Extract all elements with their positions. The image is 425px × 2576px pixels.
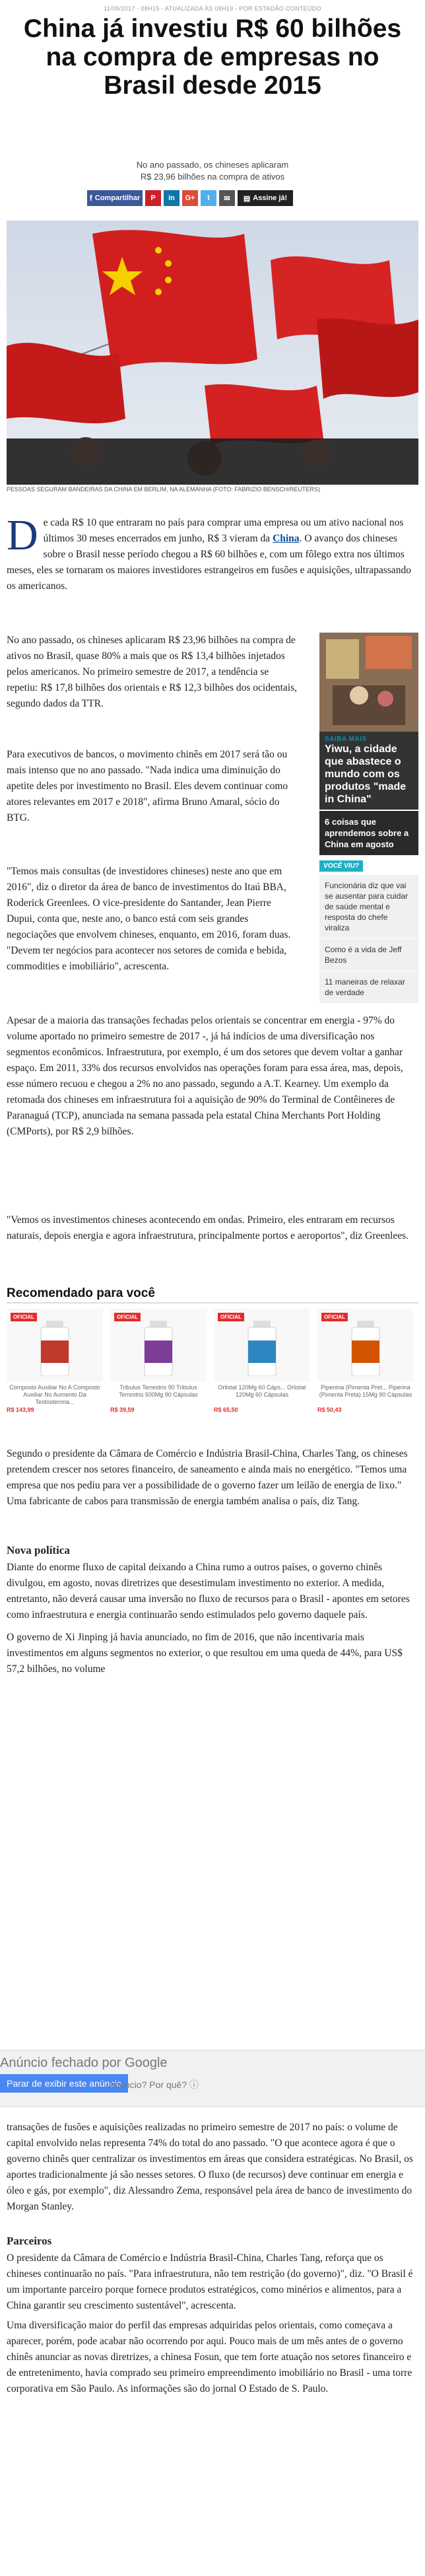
voce-viu-badge: VOCÊ VIU? xyxy=(319,860,363,872)
article-paragraph-7: Segundo o presidente da Câmara de Comércio e Indústria Brasil-China, Charles Tang, os chineses pretendem crescer nos setores financeiro, de saneamento e ainda mais no energético. "Temos uma empresa que nos pediu para ver a possibilidade de o governo fazer um leilão de energia de lixo." Uma fabricante de cabos para transmissão de energia também analisa o país, diz Tang. xyxy=(7,1448,408,1507)
product-badge-2: OFICIAL xyxy=(114,1313,141,1321)
why-ad-link[interactable]: Anúncio? Por quê? ⓘ xyxy=(108,2079,199,2090)
email-icon: ✉ xyxy=(224,194,230,203)
sidebar-image xyxy=(319,633,418,732)
paragraph-1-text-a: e cada R$ 10 que entraram no país para comprar uma empresa ou um ativo nacional nos últimos 30 meses encerrados em junho, R$ 3 vieram da xyxy=(43,517,404,544)
sidebar-item-1[interactable]: Funcionária diz que vai se ausentar para cuidar de saúde mental e resposta do chefe viraliza xyxy=(319,874,418,938)
product-image-1 xyxy=(7,1309,103,1381)
pinterest-icon: P xyxy=(150,194,156,202)
google-plus-share-button[interactable] xyxy=(182,190,198,206)
flags-photo xyxy=(7,221,418,485)
sidebar-title: Yiwu, a cidade que abastece o mundo com os produtos "made in China" xyxy=(325,744,407,805)
product-name-1: Composto Auxiliar No A Composto Auxiliar No Aumento Da Testosterona... xyxy=(9,1384,100,1405)
product-badge-1: OFICIAL xyxy=(11,1313,37,1321)
recommended-divider xyxy=(7,1302,418,1304)
hero-image-china-flags xyxy=(7,221,418,485)
facebook-icon: f xyxy=(89,193,92,203)
product-bottle-1 xyxy=(38,1321,71,1376)
ad-closed-label: Anúncio fechado por Google xyxy=(0,2056,168,2070)
article-paragraph-2: No ano passado, os chineses aplicaram R$ 23,96 bilhões na compra de ativos no Brasil, quase 80% a mais que os R$ 13,4 bilhões injetados pelos americanos. No primeiro semestre de 2017, a tendência se repetiu: R$ 17,8 bilhões dos orientais e R$ 12,3 bilhões dos ocidentais, segundo dados da TTR. xyxy=(7,635,297,709)
product-price-2: R$ 39,59 xyxy=(110,1407,135,1413)
subheading-parceiros: Parceiros xyxy=(7,2235,52,2247)
product-badge-4: OFICIAL xyxy=(321,1313,348,1321)
sidebar-item-3[interactable]: 11 maneiras de relaxar de verdade xyxy=(319,971,418,1003)
product-price-1: R$ 143,99 xyxy=(7,1407,34,1413)
sidebar-feature[interactable] xyxy=(319,732,418,810)
product-name-4: Pipenina (Pimenta Pret... Piperina (Pimenta Preta) 15Mg 90 Cápsulas xyxy=(319,1384,412,1398)
large-flag xyxy=(92,230,257,369)
sidebar-item-2[interactable]: Como é a vida de Jeff Bezos xyxy=(319,938,418,971)
paragraph-1-text-b: . O avanço dos chineses sobre o Brasil nesse período chegou a R$ 60 bilhões e, com um fôlego extra nos últimos meses, eles se tornaram os maiores investidores estrangeiros em fusões e aquisições, ultrapassando os americanos. xyxy=(7,533,411,592)
product-price-3: R$ 65,50 xyxy=(214,1407,238,1413)
share-bar xyxy=(87,190,293,206)
product-bottle-3 xyxy=(245,1321,278,1376)
market-photo xyxy=(319,633,418,732)
pinterest-share-button[interactable] xyxy=(145,190,161,206)
sidebar-tag: SAIBA MAIS xyxy=(325,736,367,743)
linkedin-icon: in xyxy=(168,194,175,202)
product-bottle-4 xyxy=(349,1321,382,1376)
article-paragraph-1 xyxy=(7,511,418,594)
facebook-share-label: Compartilhar xyxy=(94,194,141,202)
product-bottle-2 xyxy=(142,1321,175,1376)
dropcap: D xyxy=(7,511,38,559)
article-paragraph-6: "Vemos os investimentos chineses acontecendo em ondas. Primeiro, eles entraram em recursos naturais, depois energia e agora infraestrutura, principalmente portos e aeroportos", diz Greenlees. xyxy=(7,1214,409,1241)
subheading-nova-politica: Nova política xyxy=(7,1544,70,1556)
product-card-2[interactable] xyxy=(110,1309,207,1413)
email-share-button[interactable] xyxy=(219,190,235,206)
article-paragraph-8: Diante do enorme fluxo de capital deixando a China rumo a outros países, o governo chinês divulgou, em agosto, novas diretrizes que desestimulam investimento no exterior. A medida, entretanto, não deverá causar uma inversão no fluxo de recursos para o Brasil - apontes em setores como infraestrutura e energia continuarão sendo estimulados pelo governo daquele país. xyxy=(7,1562,410,1620)
google-plus-icon: G+ xyxy=(185,194,195,202)
article-paragraph-10: transações de fusões e aquisições realizadas no primeiro semestre de 2017 no país: o volume de capital envolvido nelas representa 74% do total do ano passado. "O que acontece agora é que o governo chinês quer centralizar os investimentos em áreas que considera estratégicas. No Brasil, os aportes tradicionalmente já são nesses setores. O fluxo (de recursos) deve continuar em energia e óleo e gás, por exemplo", diz Alessandro Zema, responsável pela área de banco de investimento do Morgan Stanley. xyxy=(7,2122,413,2212)
article-paragraph-5: Apesar de a maioria das transações fechadas pelos orientais se concentrar em energia - 97% do volume aportado no primeiro semestre de 2017 -, já há indícios de uma diversificação nos segmentos econômicos. Infraestrutura, por exemplo, é um dos setores que devem voltar a ganhar espaço. Em 2011, 33% dos recursos envolvidos nas operações foram para essa área, mas, depois, esse número recuou e chegou a 2% no ano passado, segundo a A.T. Kearney. Um exemplo da retomada dos chineses em infraestrutura foi a aquisição de 90% do Terminal de Contêineres de Paranaguá (TCP), anunciada na semana passada pela estatal China Merchants Port Holding (CMPorts), por R$ 2,9 bilhões. xyxy=(7,1015,403,1137)
article-meta: 11/09/2017 - 08H15 - ATUALIZADA ÀS 08H19 - POR ESTADÃO CONTEÚDO xyxy=(104,5,321,12)
product-name-3: Orlistat 120Mg 60 Cáps... Orlistat 120Mg 60 Cápsulas xyxy=(218,1384,306,1398)
hero-caption: PESSOAS SEGURAM BANDEIRAS DA CHINA EM BERLIM, NA ALEMANHA (FOTO: FABRIZIO BENSCH/REUTERS) xyxy=(7,486,320,493)
stop-ad-button[interactable]: Parar de exibir este anúncio xyxy=(0,2074,128,2093)
article-paragraph-11: O presidente da Câmara de Comércio e Indústria Brasil-China, Charles Tang, reforça que os chineses continuarão no país. "Para infraestrutura, não tem restrição (do governo)", diz. "O Brasil é um importante parceiro porque fornece produtos estratégicos, como minérios e alimentos, para a China garantir seu crescimento sustentável", acrescenta. xyxy=(7,2252,413,2311)
china-link[interactable]: China xyxy=(273,533,300,544)
newspaper-icon: ▤ xyxy=(243,194,251,203)
closed-ad-bar xyxy=(0,2050,425,2107)
product-card-3[interactable] xyxy=(214,1309,310,1413)
twitter-icon: t xyxy=(207,194,210,202)
product-card-1[interactable] xyxy=(7,1309,103,1413)
article-paragraph-9: O governo de Xi Jinping já havia anunciado, no fim de 2016, que não incentivaria mais investimentos em alguns segmentos no exterior, o que resultou em uma queda de 44%, para US$ 57,2 bilhões, no volume xyxy=(7,1632,403,1675)
article-paragraph-4: "Temos mais consultas (de investidores chineses) neste ano que em 2016", diz o diretor da área de banco de investimentos do Itaú BBA, Roderick Greenlees. O vice-presidente do Santander, Jean Pierre Dupui, conta que, neste ano, o banco está com seis grandes negociações que envolvem chineses, enquanto, em 2016, foram duas. "Devem ter negócios para acontecer nos setores de comida e bebida, commodities e imobiliário", acrescenta. xyxy=(7,866,291,972)
product-name-2: Tribulus Terrestris 90 Tribulus Terrestris 500Mg 90 Cápsulas xyxy=(119,1384,198,1398)
subscribe-label: Assine já! xyxy=(253,194,288,202)
article-subheadline-line2: R$ 23,96 bilhões na compra de ativos xyxy=(140,172,285,182)
twitter-share-button[interactable] xyxy=(201,190,216,206)
product-image-2 xyxy=(110,1309,207,1381)
recommended-title: Recomendado para você xyxy=(7,1286,155,1300)
product-card-4[interactable] xyxy=(317,1309,414,1413)
article-headline: China já investiu R$ 60 bilhões na compra de empresas no Brasil desde 2015 xyxy=(23,15,402,100)
article-subheadline-line1: No ano passado, os chineses aplicaram xyxy=(136,160,289,170)
linkedin-share-button[interactable] xyxy=(164,190,180,206)
product-badge-3: OFICIAL xyxy=(218,1313,244,1321)
product-image-4 xyxy=(317,1309,414,1381)
article-paragraph-12: Uma diversificação maior do perfil das empresas adquiridas pelos orientais, como começava a aparecer, porém, pode acabar não ocorrendo por aqui. Pouco mais de um mês antes de o governo chinês anunciar as novas diretrizes, a chinesa Fosun, que tem forte atuação nos setores financeiro e de entretenimento, havia comprado seu primeiro empreendimento imobiliário no Brasil - uma torre corporativa em São Paulo. As informações são do jornal O Estado de S. Paulo. xyxy=(7,2320,412,2394)
sidebar-link[interactable]: 6 coisas que aprendemos sobre a China em agosto xyxy=(319,811,418,855)
subscribe-button[interactable] xyxy=(238,190,293,206)
product-image-3 xyxy=(214,1309,310,1381)
voce-viu-header xyxy=(319,859,418,872)
facebook-share-button[interactable] xyxy=(87,190,143,206)
sidebar-saiba-mais xyxy=(319,633,418,1003)
article-paragraph-3: Para executivos de bancos, o movimento chinês em 2017 será tão ou mais intenso que no ano passado. "Nada indica uma diminuição do apetite deles por investimento no Brasil. Eles devem continuar como atores relevantes em 2017 e 2018", afirma Bruno Amaral, sócio do BTG. xyxy=(7,749,288,823)
product-price-4: R$ 50,43 xyxy=(317,1407,342,1413)
